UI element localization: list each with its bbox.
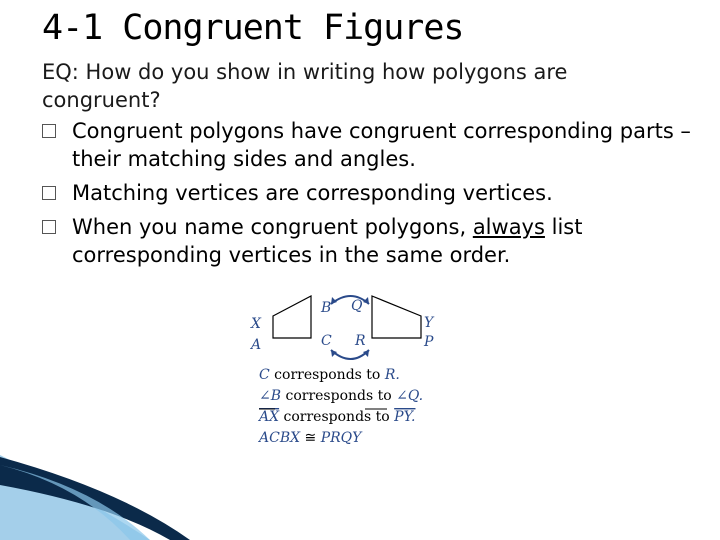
essential-question: EQ: How do you show in writing how polygons are congruent? bbox=[42, 60, 568, 112]
checkbox-bullet-icon bbox=[42, 186, 56, 200]
bullet-item bbox=[42, 117, 712, 173]
checkbox-bullet-icon bbox=[42, 124, 56, 138]
correspondence-line-3: AX corresponds to PY. bbox=[259, 409, 416, 425]
bullet-text-start: When you name congruent polygons, bbox=[72, 215, 473, 239]
vertex-label-y: Y bbox=[424, 315, 434, 331]
vertex-label-p: P bbox=[424, 334, 434, 350]
vertex-label-c: C bbox=[321, 333, 332, 349]
vertex-label-q: Q bbox=[351, 298, 363, 314]
correspondence-arrow-top bbox=[331, 296, 369, 304]
decorative-swoosh bbox=[0, 455, 720, 540]
correspondence-line-2: ∠B corresponds to ∠Q. bbox=[259, 388, 424, 404]
vertex-label-r: R bbox=[355, 333, 366, 349]
bullet-item bbox=[42, 179, 712, 207]
checkbox-bullet-icon bbox=[42, 220, 56, 234]
slide-title: 4-1 Congruent Figures bbox=[42, 8, 464, 48]
polygon-acbx bbox=[273, 296, 311, 338]
congruence-statement: ACBX ≅ PRQY bbox=[259, 430, 362, 446]
correspondence-arrow-bottom bbox=[331, 350, 369, 359]
congruent-polygons-figure bbox=[245, 288, 445, 458]
bullet-item bbox=[42, 213, 712, 269]
vertex-label-a: A bbox=[251, 337, 262, 353]
polygon-prqy bbox=[372, 296, 421, 338]
bullet-text-end: list corresponding vertices in the same order. bbox=[72, 215, 583, 267]
bullet-text: Matching vertices are corresponding vertices. bbox=[72, 181, 553, 205]
bullet-text: Congruent polygons have congruent corresponding parts – their matching sides and angles. bbox=[72, 119, 691, 171]
vertex-label-b: B bbox=[321, 300, 332, 316]
correspondence-line-1: C corresponds to R. bbox=[259, 367, 400, 383]
vertex-label-x: X bbox=[251, 316, 261, 332]
bullet-list bbox=[42, 117, 712, 275]
bullet-emphasis: always bbox=[472, 215, 545, 239]
